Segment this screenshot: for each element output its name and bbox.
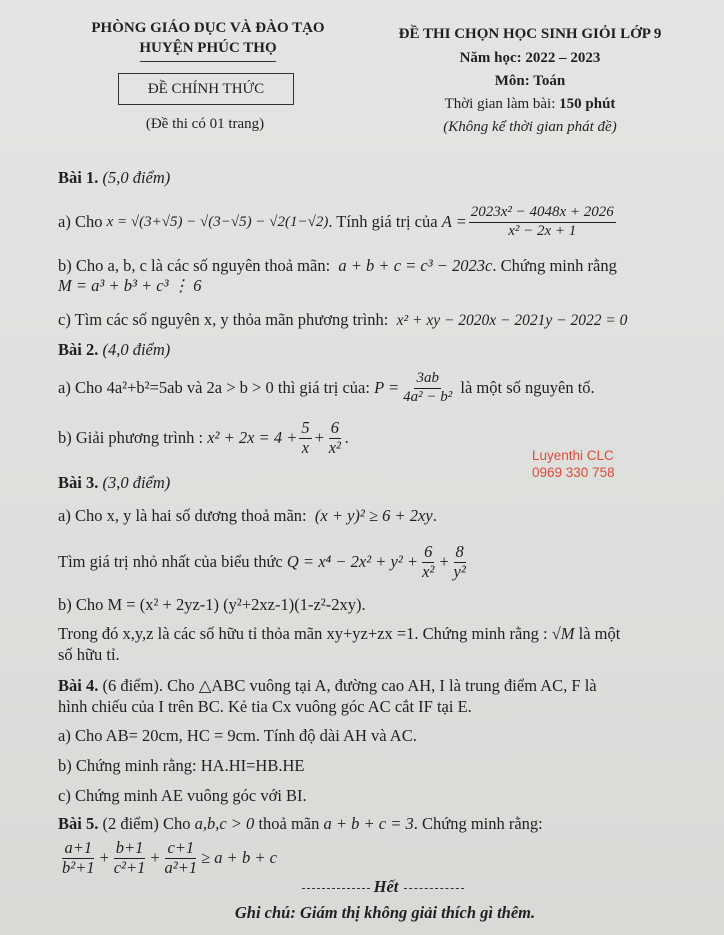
bai3-b: b) Cho M = (x² + 2yz-1) (y²+2xz-1)(1-z²-2xy). [58,595,366,614]
bai5-num2: b+1 [115,837,144,857]
bai3-b-line2 [58,624,620,644]
bai5-intro-text: (2 điểm) Cho [102,814,191,833]
end-dash-right [404,888,464,889]
bai1-a-fraction [469,204,616,240]
department-name: PHÒNG GIÁO DỤC VÀ ĐÀO TẠO [91,20,325,36]
bai1-b-line2: M = a³ + b³ + c³ ⋮ 6 [58,276,202,295]
bai5-cond: a,b,c > 0 [194,814,255,833]
time-value: 150 phút [559,96,616,112]
bai1-c [58,310,627,330]
bai5-end: . Chứng minh rằng: [413,814,543,833]
bai5-rhs: ≥ a + b + c [201,848,277,867]
bai4-label: Bài 4. [58,676,99,695]
bai2-heading [58,340,170,360]
bai3-a [58,506,437,526]
bai2-a-end: là một số nguyên tố. [460,378,595,397]
bai2-a-text: a) Cho 4a²+b²=5ab và 2a > b > 0 thì giá trị của: [58,378,370,397]
bai2-b-den1: x [301,437,310,457]
bai1-heading [58,168,170,188]
bai2-b-num2: 6 [330,417,339,437]
official-label: ĐỀ CHÍNH THỨC [147,81,265,97]
bai1-a-denominator: x² − 2x + 1 [508,222,577,239]
bai2-b-fraction2 [327,419,343,458]
bai3-b-line3: số hữu tỉ. [58,645,120,664]
bai1-c-expr: x² + xy − 2020x − 2021y − 2022 = 0 [396,312,628,329]
bai2-label: Bài 2. [58,340,99,359]
bai3-min-num1: 6 [424,541,433,561]
bai3-a-text: a) Cho x, y là hai số dương thoả mãn: [58,506,307,525]
bai2-points: (4,0 điểm) [102,340,171,359]
bai1-a-numerator: 2023x² − 4048x + 2026 [469,204,616,222]
bai3-min-den1: x² [422,561,435,581]
bai3-min-fraction2 [452,543,468,582]
footer-note-label: Ghi chú [234,903,291,922]
bai4-a: a) Cho AB= 20cm, HC = 9cm. Tính độ dài AH và AC. [58,726,417,745]
bai3-b-line2-end: là một [578,624,621,643]
footer-note [150,903,620,923]
bai1-c-text: c) Tìm các số nguyên x, y thỏa mãn phương trình: [58,310,389,329]
bai1-a [58,200,618,244]
official-stamp-box [118,73,294,105]
end-dash-left [302,888,370,889]
bai1-b [58,256,617,276]
bai3-b-sqrt: √M [551,624,575,643]
end-mark: Hết [373,877,399,896]
time-limit [372,96,688,113]
pages-note: (Đề thi có 01 trang) [145,116,265,132]
bai1-points: (5,0 điểm) [102,168,171,187]
watermark-phone: 0969 330 758 [532,465,615,480]
bai5-plus1: + [98,848,110,867]
bai5-intro [58,814,543,834]
school-year: Năm học: 2022 – 2023 [459,50,601,66]
bai1-a-mid: . Tính giá trị của [328,212,438,231]
bai1-a-prefix: a) Cho [58,212,103,231]
bai2-a-denominator: 4a² − b² [403,388,453,405]
header-underline [140,61,276,62]
bai2-b-plus: + [313,428,325,447]
bai5-den2: c²+1 [113,857,146,877]
bai2-a-fraction [401,370,454,406]
bai3-min-expr: Q = x⁴ − 2x² + y² + [286,552,419,571]
bai5-fraction2 [112,839,148,878]
bai5-den1: b²+1 [62,857,95,877]
bai1-a-A: A = [441,212,467,231]
time-note: (Không kể thời gian phát đề) [443,119,617,135]
bai4-intro [58,676,597,696]
bai3-a-expr: (x + y)² ≥ 6 + 2xy [314,506,433,525]
bai4-intro2: hình chiếu của I trên BC. Kẻ tia Cx vuông góc AC cắt IF tại E. [58,697,472,716]
bai2-b-fraction1 [299,419,311,458]
bai3-min-fraction1 [420,543,436,582]
bai1-b-end: . Chứng minh rằng [492,256,617,275]
bai5-plus2: + [149,848,161,867]
bai2-b-end: . [345,428,350,447]
bai2-b-num1: 5 [301,417,310,437]
bai3-min-text: Tìm giá trị nhỏ nhất của biểu thức [58,552,283,571]
bai5-den3: a²+1 [164,857,198,877]
district-name: HUYỆN PHÚC THỌ [139,40,277,56]
bai4-c: c) Chứng minh AE vuông góc với BI. [58,786,307,805]
bai3-points: (3,0 điểm) [102,473,171,492]
bai2-a [58,366,595,410]
bai2-b-text: b) Giải phương trình : [58,428,204,447]
time-prefix: Thời gian làm bài: [444,96,560,112]
exam-title: ĐỀ THI CHỌN HỌC SINH GIỎI LỚP 9 [398,26,662,42]
bai3-min-num2: 8 [455,541,464,561]
bai4-b: b) Chứng minh rằng: HA.HI=HB.HE [58,756,305,775]
bai2-b [58,416,349,460]
bai5-label: Bài 5. [58,814,99,833]
bai3-a-end: . [432,506,437,525]
bai5-fraction3 [163,839,200,878]
bai3-min-den2: y² [453,561,466,581]
bai5-fraction1 [60,839,97,878]
bai1-b-expr: a + b + c = c³ − 2023c [338,256,493,275]
bai1-label: Bài 1. [58,168,99,187]
bai3-b-line2-text: Trong đó x,y,z là các số hữu tỉ thỏa mãn xy+yz+zx =1. Chứng minh rằng : [58,624,548,643]
bai2-a-P: P = [374,378,400,397]
bai5-num3: c+1 [167,837,195,857]
bai5-num1: a+1 [64,837,93,857]
bai5-mid: thoả mãn [258,814,320,833]
bai2-a-numerator: 3ab [414,370,441,388]
bai2-b-expr: x² + 2x = 4 + [207,428,298,447]
watermark-name: Luyenthi CLC [532,448,614,463]
bai2-b-den2: x² [328,437,341,457]
bai4-intro-text: (6 điểm). Cho △ABC vuông tại A, đường cao AH, I là trung điểm AC, F là [102,676,597,695]
bai5-inequality [58,836,277,880]
bai3-heading [58,473,170,493]
subject: Môn: Toán [494,73,566,89]
bai3-min-plus: + [438,552,450,571]
bai1-b-text: b) Cho a, b, c là các số nguyên thoả mãn: [58,256,331,275]
bai3-label: Bài 3. [58,473,99,492]
footer-note-text: : Giám thị không giải thích gì thêm. [290,903,536,922]
bai3-min [58,540,470,584]
bai1-a-expr: x = √(3+√5) − √(3−√5) − √2(1−√2) [106,213,329,230]
bai5-cond2: a + b + c = 3 [323,814,414,833]
